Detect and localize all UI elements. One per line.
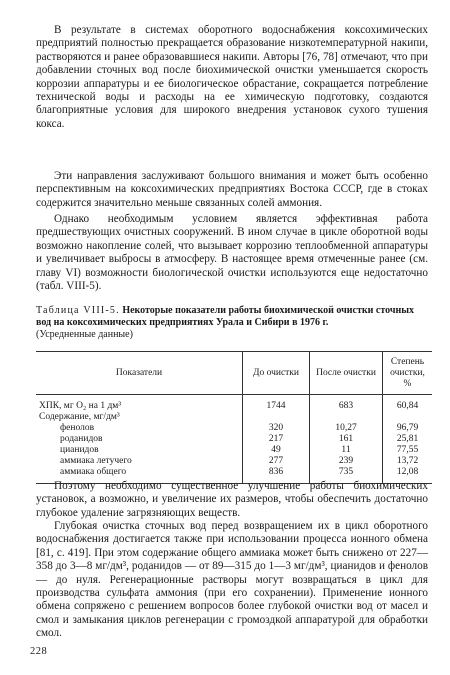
row-name: фенолов [60,423,95,433]
row-name: аммиака общего [36,467,243,484]
table-header-before: До очистки [243,352,310,395]
row-degree: 96,79 [383,423,433,434]
row-name: ХПК, мг О₂ на 1 дм³ [39,401,122,411]
row-name: цианидов [60,445,99,455]
row-before [243,412,310,423]
row-after: 683 [310,395,383,413]
table-row [36,434,432,445]
table-row [36,423,432,434]
table-label: Таблица VIII-5. [36,305,120,316]
row-before: 277 [243,456,310,467]
data-table [36,351,432,484]
row-degree: 60,84 [383,395,433,413]
table-header-degree: Степень очистки, % [383,352,433,395]
table-caption [36,305,428,341]
paragraph-3: Однако необходимым условием является эффективная работа предшествующих очистных сооружений. В ином случае в цикле оборотной воды возможно накопление солей, что вызывает коррозию теплообменной аппаратуры и увеличивает выбросы в атмосферу. В настоящее время отмеченные ранее (см. главу VI) возможности биологической очистки используются еще недостаточно (табл. VIII-5). [36,213,428,293]
row-after: 239 [310,456,383,467]
row-before: 49 [243,445,310,456]
row-after: 10,27 [310,423,383,434]
table-note: (Усредненные данные) [36,329,133,340]
row-name: аммиака летучего [60,456,132,466]
row-after [310,412,383,423]
row-after: 11 [310,445,383,456]
table-row [36,395,432,413]
table-row [36,456,432,467]
row-before: 1744 [243,395,310,413]
row-degree: 25,81 [383,434,433,445]
table-header-indicator: Показатели [36,352,243,395]
paragraph-1: В результате в системах оборотного водоснабжения коксохимических предприятий полностью прекращается образование низкотемпературной накипи, растворяются и ранее образовавшиеся накипи. Авторы [76, 78] отмечают, что при добавлении сточных вод после биохимической очистки уменьшается скорость коррозии аппаратуры и ее биологическое обрастание, сокращается потребление технической воды и расходы на ее химическую подготовку, создаются благоприятные условия для широкого внедрения установок сухого тушения кокса. [36,24,428,130]
paragraph-2: Эти направления заслуживают большого внимания и может быть особенно перспективным на коксохимических предприятиях Востока СССР, где в стоках содержится значительно меньше связанных солей аммония. [36,170,428,209]
row-name: роданидов [60,434,103,444]
row-before: 320 [243,423,310,434]
row-after: 735 [310,467,383,484]
paragraph-4: Поэтому необходимо существенное улучшение работы биохимических установок, а возможно, и увеличение их размеров, чтобы обеспечить достаточно глубокое удаление загрязняющих веществ. [36,480,428,519]
table-row [36,445,432,456]
page-number: 228 [30,646,48,657]
paragraph-5: Глубокая очистка сточных вод перед возвращением их в цикл оборотного водоснабжения достигается также при использовании процесса ионного обмена [81, с. 419]. При этом содержание общего аммиака может быть снижено от 227—358 до 3—8 мг/дм³, роданидов — от 89—315 до 1—3 мг/дм³, цианидов и фенолов — до нуля. Регенерационные растворы могут возвращаться в цикл для производства сульфата аммония (при его сохранении). Применение ионного обмена сопряжено с решением вопросов более глубокой очистки вод от масел и смол и замыкания циклов регенерации с громоздкой аппаратурой для обработки смол. [36,520,428,640]
table-header-after: После очистки [310,352,383,395]
table-title: Некоторые показатели работы биохимической очистки сточных вод на коксохимических предприятиях Урала и Сибири в 1976 г. [36,305,415,328]
row-before: 836 [243,467,310,484]
row-degree [383,412,433,423]
row-after: 161 [310,434,383,445]
table-row [36,412,432,423]
row-degree: 12,08 [383,467,433,484]
row-name: Содержание, мг/дм³ [39,412,120,422]
row-degree: 77,55 [383,445,433,456]
row-degree: 13,72 [383,456,433,467]
row-before: 217 [243,434,310,445]
